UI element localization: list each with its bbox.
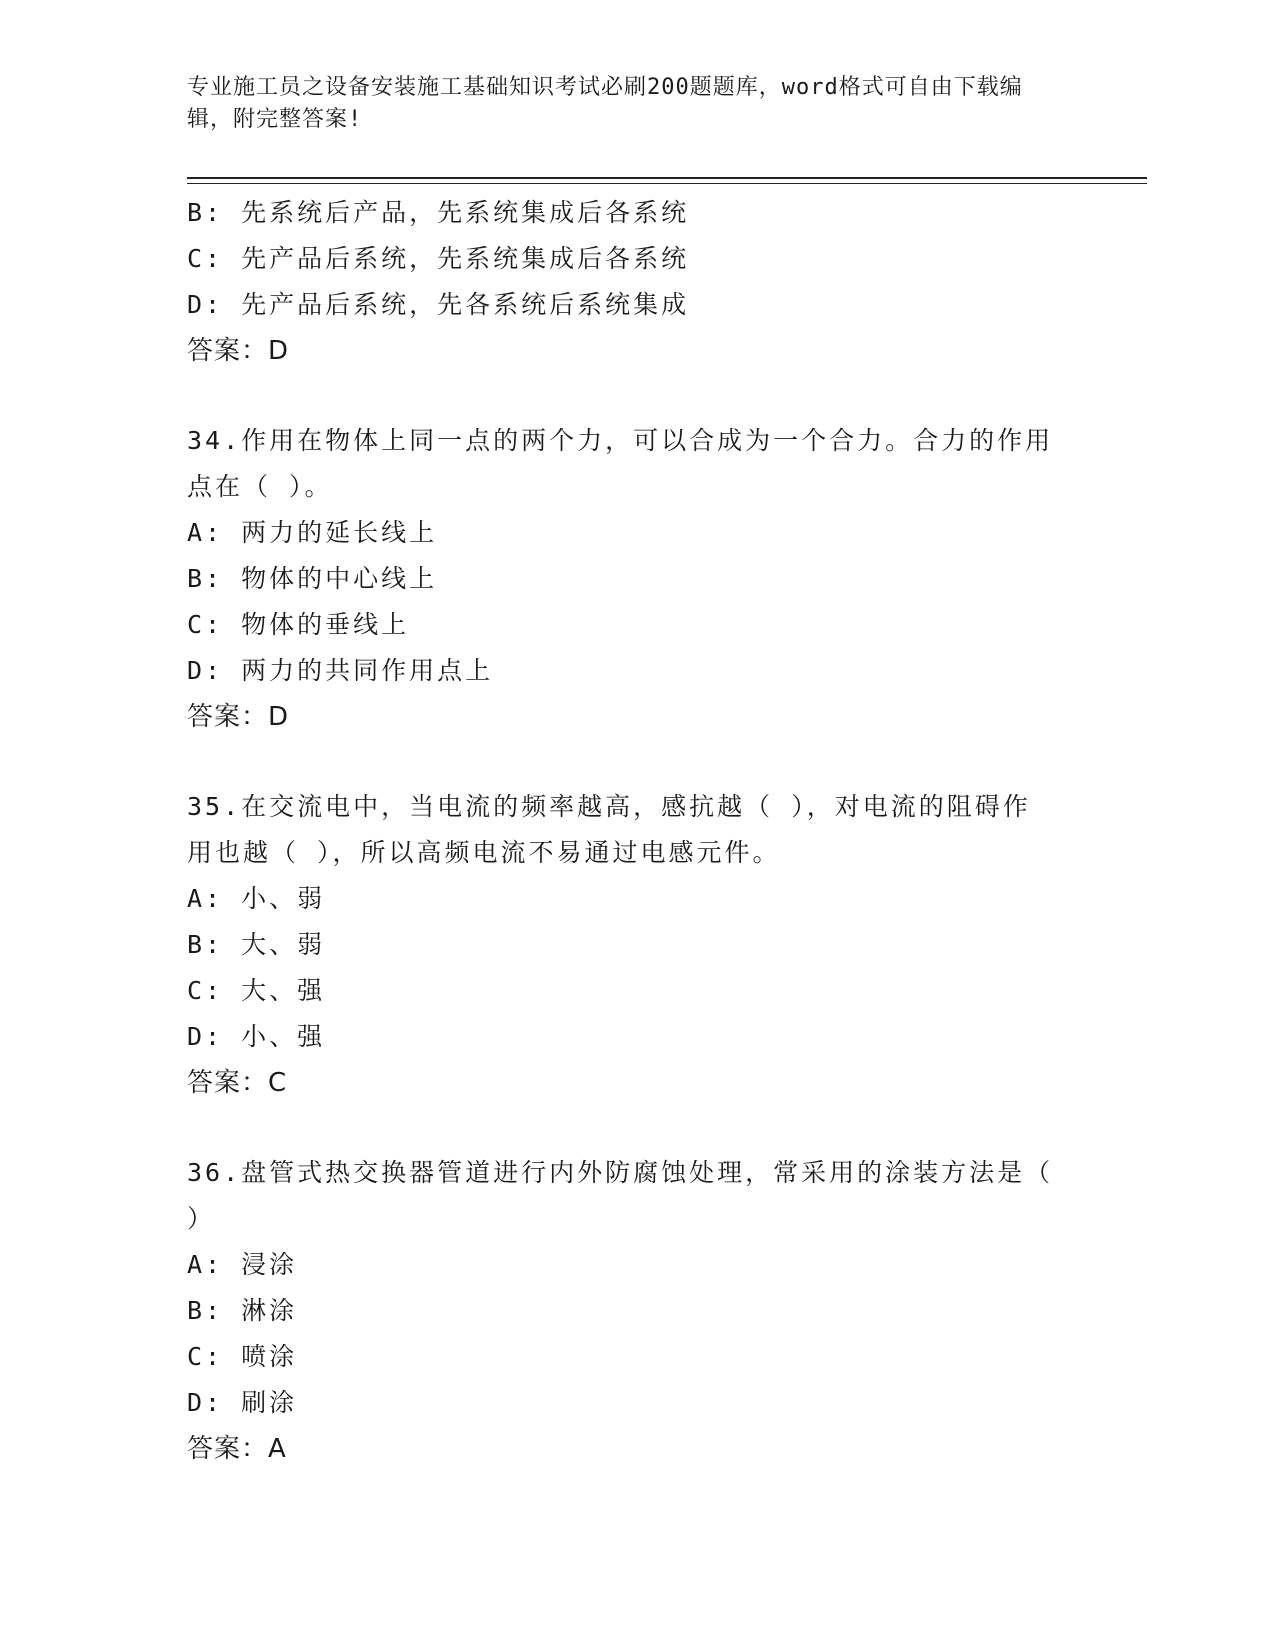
question-text-cont: 点在（ ）。 <box>187 472 333 501</box>
question-block-36 <box>187 1150 1087 1472</box>
question-block-35 <box>187 784 1087 1106</box>
option-b: B: 大、弱 <box>187 930 326 959</box>
option-d: D: 先产品后系统，先各系统后系统集成 <box>187 290 690 319</box>
option-b: B: 物体的中心线上 <box>187 564 438 593</box>
option-c: C: 物体的垂线上 <box>187 610 410 639</box>
option-b: B: 淋涂 <box>187 1296 298 1325</box>
option-c: C: 喷涂 <box>187 1342 298 1371</box>
document-title: 专业施工员之设备安装施工基础知识考试必刷200题题库，word格式可自由下载编辑，附完整答案! <box>187 75 1023 132</box>
option-a: A: 两力的延长线上 <box>187 518 438 547</box>
question-text: 36.盘管式热交换器管道进行内外防腐蚀处理，常采用的涂装方法是（ <box>187 1158 1054 1187</box>
question-content <box>187 190 1087 1472</box>
header-divider-thick <box>187 177 1147 179</box>
option-d: D: 小、强 <box>187 1022 326 1051</box>
answer-line: 答案：D <box>187 336 290 366</box>
option-c: C: 先产品后系统，先系统集成后各系统 <box>187 244 690 273</box>
answer-line: 答案：C <box>187 1068 288 1098</box>
question-block-33 <box>187 190 1087 374</box>
question-text-cont: 用也越（ ），所以高频电流不易通过电感元件。 <box>187 838 781 867</box>
answer-line: 答案：A <box>187 1434 287 1464</box>
document-header <box>187 72 1067 136</box>
option-b: B: 先系统后产品，先系统集成后各系统 <box>187 198 690 227</box>
option-d: D: 两力的共同作用点上 <box>187 656 494 685</box>
option-d: D: 刷涂 <box>187 1388 298 1417</box>
option-c: C: 大、强 <box>187 976 326 1005</box>
option-a: A: 浸涂 <box>187 1250 298 1279</box>
header-divider-thin <box>187 183 1147 184</box>
answer-line: 答案：D <box>187 702 290 732</box>
question-text-cont: ） <box>187 1204 216 1233</box>
question-text: 35.在交流电中，当电流的频率越高，感抗越（ ），对电流的阻碍作 <box>187 792 1031 821</box>
question-text: 34.作用在物体上同一点的两个力，可以合成为一个合力。合力的作用 <box>187 426 1054 455</box>
question-block-34 <box>187 418 1087 740</box>
option-a: A: 小、弱 <box>187 884 326 913</box>
